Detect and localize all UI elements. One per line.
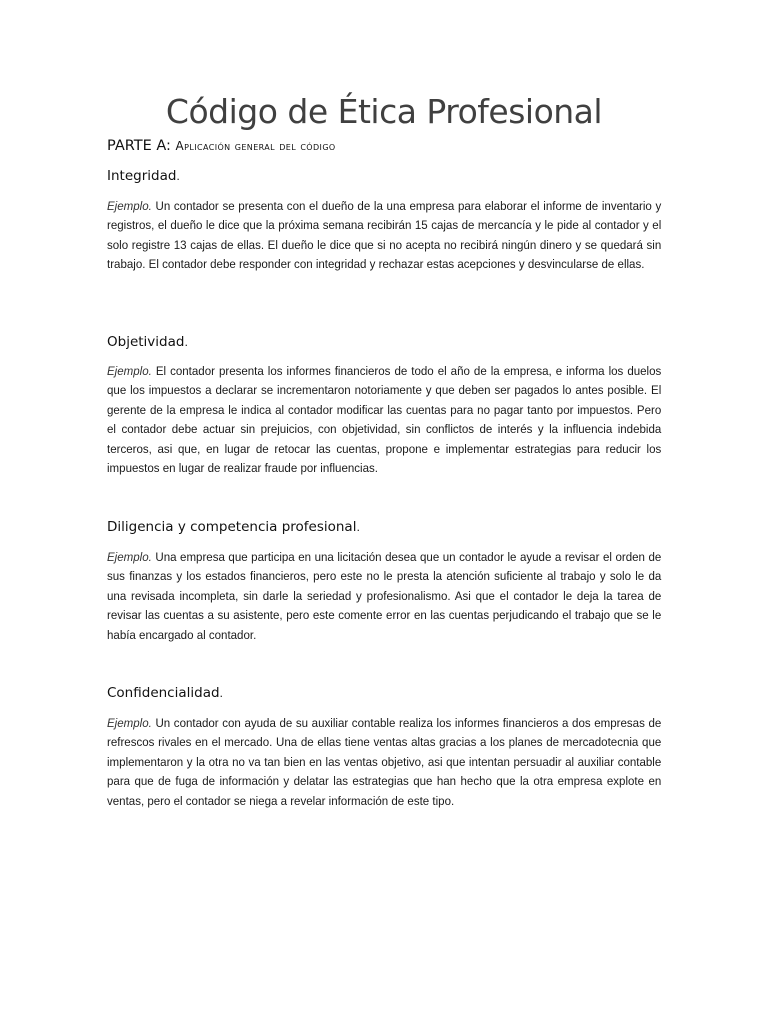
section-paragraph-confidencialidad <box>107 714 661 811</box>
section-paragraph-diligencia <box>107 548 661 645</box>
paragraph-body: Un contador se presenta con el dueño de la una empresa para elaborar el informe de inventario y registros, el dueño le dice que la próxima semana recibirán 15 cajas de mercancía y le pide al contador y el solo registre 13 cajas de ellas. El dueño le dice que si no acepta no recibirá ningún dinero y se quedará sin trabajo. El contador debe responder con integridad y rechazar estas acepciones y desvincularse de ellas. <box>107 199 662 272</box>
part-subtitle: Aplicación general del código <box>175 139 336 153</box>
example-lead: Ejemplo. <box>107 364 152 378</box>
section-heading-diligencia: Diligencia y competencia profesional. <box>107 519 360 535</box>
section-heading-objetividad: Objetividad. <box>107 334 188 350</box>
page-title: Código de Ética Profesional <box>165 92 603 131</box>
example-lead: Ejemplo. <box>107 199 152 213</box>
example-lead: Ejemplo. <box>107 716 152 730</box>
section-heading-integridad: Integridad. <box>107 168 180 184</box>
part-label: PARTE A: <box>107 138 171 154</box>
section-paragraph-integridad <box>107 197 661 275</box>
paragraph-body: Una empresa que participa en una licitación desea que un contador le ayude a revisar el orden de sus finanzas y los estados financieros, pero este no le presta la atención suficiente al trabajo y solo le da una revisada incompleta, sin darle la seriedad y profesionalismo. Asi que el contador le deja la tarea de revisar las cuentas a su asistente, pero este comente error en las cuentas perjudicando el trabajo que se le había encargado al contador. <box>107 550 662 642</box>
section-paragraph-objetividad <box>107 362 661 478</box>
part-heading <box>107 138 336 154</box>
example-lead: Ejemplo. <box>107 550 152 564</box>
section-heading-confidencialidad: Confidencialidad. <box>107 685 224 701</box>
paragraph-body: El contador presenta los informes financieros de todo el año de la empresa, e informa los duelos que los impuestos a declarar se incrementaron notoriamente y que deben ser pagados lo antes posible. El gerente de la empresa le indica al contador modificar las cuentas para no pagar tanto por impuestos. Pero el contador debe actuar sin prejuicios, con objetividad, sin conflictos de interés y la influencia indebida terceros, asi que, en lugar de retocar las cuentas, propone e implementar estrategias para reducir los impuestos en lugar de realizar fraude por influencias. <box>107 364 662 476</box>
paragraph-body: Un contador con ayuda de su auxiliar contable realiza los informes financieros a dos empresas de refrescos rivales en el mercado. Una de ellas tiene ventas altas gracias a los planes de mercadotecnia que implementaron y la otra no va tan bien en las ventas objetivo, asi que intentan persuadir al auxiliar contable para que de fuga de información y delatar las estrategias que han hecho que la otra empresa explote en ventas, pero el contador se niega a revelar información de este tipo. <box>107 716 662 808</box>
